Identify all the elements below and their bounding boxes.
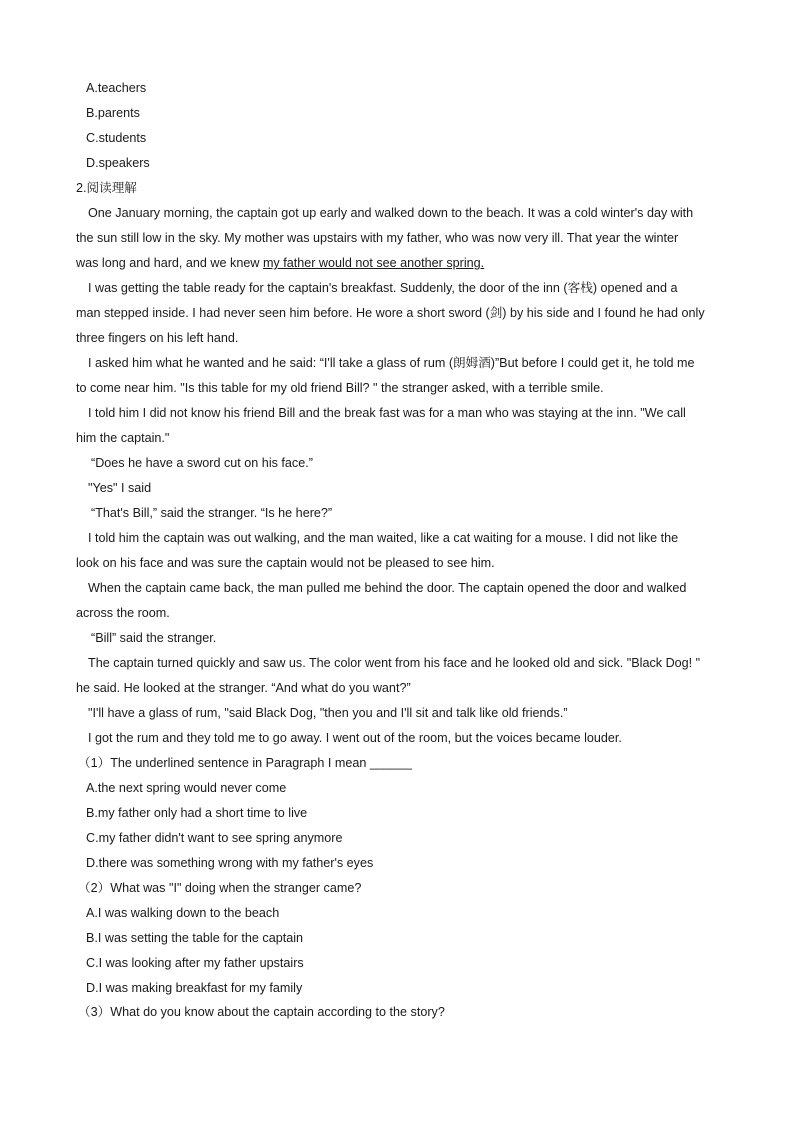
passage-line — [76, 254, 484, 272]
question-option: D.there was something wrong with my father's eyes — [86, 856, 374, 870]
question-stem: （2）What was "I" doing when the stranger came? — [78, 881, 362, 895]
passage-text: was long and hard, and we knew — [76, 256, 263, 270]
passage-line: When the captain came back, the man pulled me behind the door. The captain opened the door and walked — [88, 581, 687, 595]
prev-option-d: D.speakers — [86, 156, 150, 170]
question-option: B.I was setting the table for the captain — [86, 931, 304, 945]
passage-line: “That's Bill,” said the stranger. “Is he here?” — [91, 506, 333, 520]
passage-line: him the captain." — [76, 431, 170, 445]
question-option: A.the next spring would never come — [86, 781, 287, 795]
passage-line: One January morning, the captain got up early and walked down to the beach. It was a cold winter's day with — [88, 206, 694, 220]
question-option: C.I was looking after my father upstairs — [86, 956, 304, 970]
passage-line: "Yes" I said — [88, 481, 152, 495]
question-option: A.I was walking down to the beach — [86, 906, 280, 920]
passage-line: “Bill” said the stranger. — [91, 631, 217, 645]
passage-line: I got the rum and they told me to go away. I went out of the room, but the voices became louder. — [88, 731, 622, 745]
passage-line: “Does he have a sword cut on his face.” — [91, 456, 313, 470]
passage-line: the sun still low in the sky. My mother was upstairs with my father, who was now very ill. That year the winter — [76, 231, 679, 245]
passage-line: I was getting the table ready for the captain's breakfast. Suddenly, the door of the inn (客栈) opened and a — [88, 281, 678, 295]
passage-line: I asked him what he wanted and he said: “I'll take a glass of rum (朗姆酒)”But before I could get it, he told me — [88, 356, 695, 370]
section-heading: 2.阅读理解 — [76, 181, 137, 195]
question-stem: （1）The underlined sentence in Paragraph I mean ______ — [78, 756, 412, 770]
passage-line: I told him the captain was out walking, and the man waited, like a cat waiting for a mouse. I did not like the — [88, 531, 679, 545]
prev-option-b: B.parents — [86, 106, 140, 120]
passage-line: across the room. — [76, 606, 170, 620]
passage-line: he said. He looked at the stranger. “And what do you want?” — [76, 681, 411, 695]
passage-line: I told him I did not know his friend Bill and the break fast was for a man who was staying at the inn. "We call — [88, 406, 686, 420]
passage-line: "I'll have a glass of rum, "said Black Dog, "then you and I'll sit and talk like old friends.” — [88, 706, 568, 720]
passage-line: three fingers on his left hand. — [76, 331, 239, 345]
question-option: B.my father only had a short time to live — [86, 806, 308, 820]
prev-option-a: A.teachers — [86, 81, 147, 95]
passage-line: man stepped inside. I had never seen him before. He wore a short sword (剑) by his side and I found he had only — [76, 306, 705, 320]
passage-line: to come near him. "Is this table for my old friend Bill? " the stranger asked, with a terrible smile. — [76, 381, 604, 395]
question-option: C.my father didn't want to see spring anymore — [86, 831, 343, 845]
question-option: D.I was making breakfast for my family — [86, 981, 303, 995]
prev-option-c: C.students — [86, 131, 147, 145]
passage-line: look on his face and was sure the captain would not be pleased to see him. — [76, 556, 495, 570]
question-stem: （3）What do you know about the captain according to the story? — [78, 1005, 445, 1019]
passage-line: The captain turned quickly and saw us. The color went from his face and he looked old and sick. "Black Dog! " — [88, 656, 701, 670]
underlined-sentence: my father would not see another spring. — [262, 256, 485, 270]
